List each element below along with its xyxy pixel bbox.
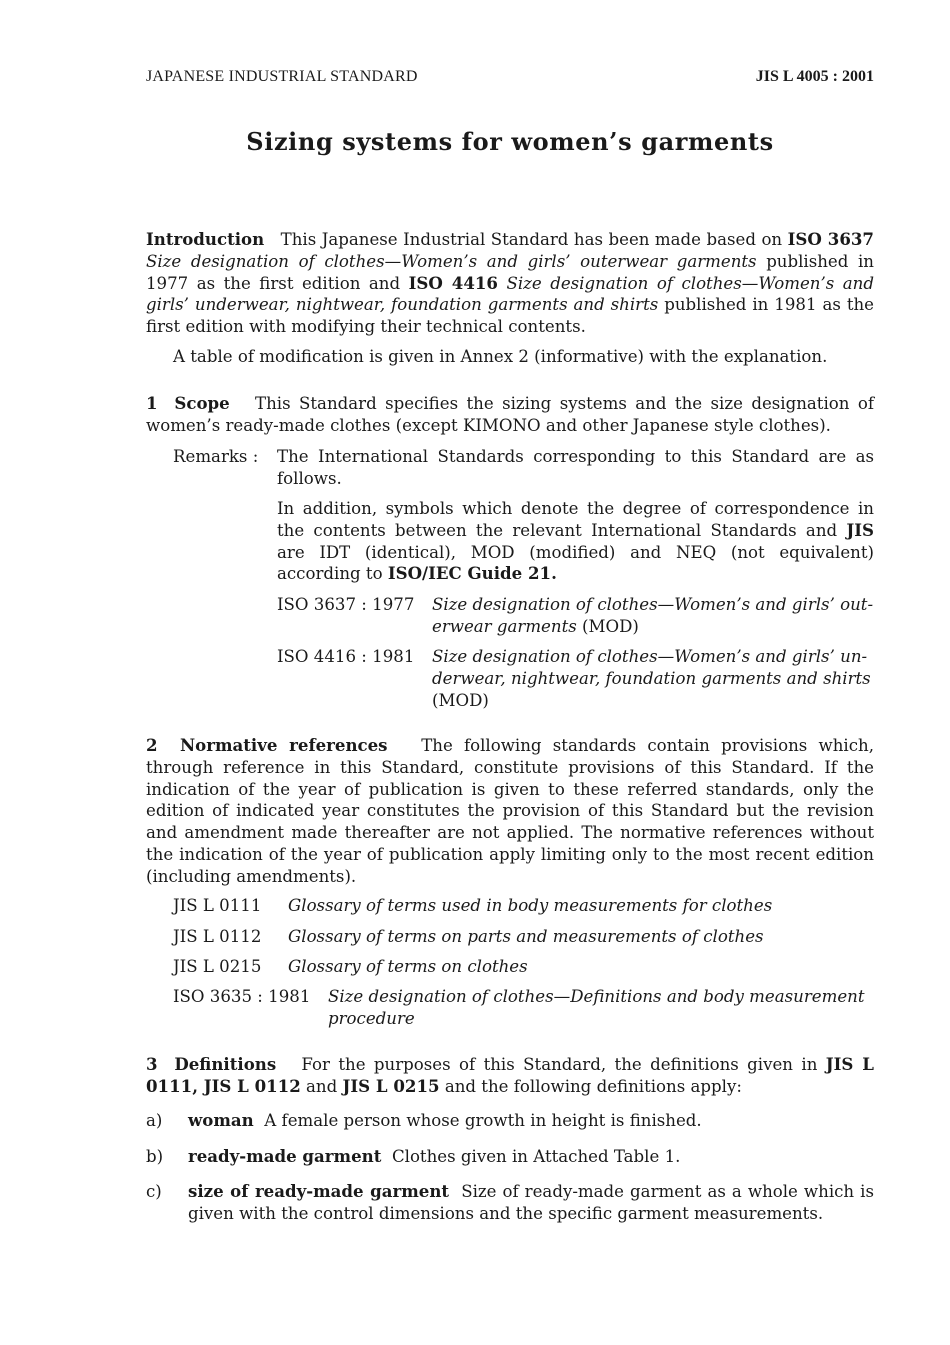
normative-ref-title [328, 986, 874, 1030]
scope-ref-suffix: (MOD) [432, 690, 489, 710]
header-standard-number: JIS L 4005 : 2001 [755, 68, 874, 85]
header-standard-type: JAPANESE INDUSTRIAL STANDARD [146, 68, 418, 85]
intro-paragraph [146, 229, 874, 338]
intro-heading: Introduction [146, 229, 265, 249]
definition-term: size of ready-made garment [188, 1181, 450, 1201]
intro-iso4416: ISO 4416 [408, 272, 498, 293]
definition-body [188, 1181, 874, 1225]
normative-ref-code: ISO 3635 : 1981 [173, 987, 311, 1006]
definition-body [188, 1110, 874, 1132]
scope-text: This Standard specifies the sizing systems and the size designation of women’s ready-made clothes (except KIMONO and other Japanese style clothes). [146, 394, 874, 435]
definitions-jis-2: JIS L 0112 [203, 1075, 301, 1096]
definitions-jis-3: JIS L 0215 [342, 1075, 440, 1096]
normative-ref-row [173, 895, 874, 917]
definition-marker: a) [146, 1111, 163, 1130]
definitions-text-2: and the following definitions apply: [439, 1076, 742, 1096]
definitions-number: 3 [146, 1054, 158, 1074]
definitions-text-1: For the purposes of this Standard, the definitions given in [301, 1055, 826, 1074]
normative-ref-code: JIS L 0112 [173, 927, 262, 946]
definition-item [146, 1110, 874, 1132]
scope-heading: Scope [174, 393, 230, 413]
definition-text: A female person whose growth in height is finished. [264, 1111, 702, 1130]
remarks-text: The International Standards corresponding to this Standard are as follows. [277, 447, 874, 488]
definition-marker: c) [146, 1182, 162, 1201]
normative-text: The following standards contain provisions which, through reference in this Standard, constitute provisions of this Standard. If the indication of the year of publication is given to these referred standards, only the edition of indicated year constitutes the provision of this Standard but the revision and amendment made thereafter are not applied. The normative references without the indication of the year of publication apply limiting only to the most recent edition (including amendments). [146, 736, 874, 886]
normative-heading: Normative references [179, 735, 388, 755]
definition-item [146, 1181, 874, 1227]
addition-jis: JIS [846, 519, 874, 540]
scope-ref-title-line1: Size designation of clothes—Women’s and girls’ out- [432, 595, 874, 614]
scope-ref-title-line2: erwear garments [432, 616, 577, 636]
normative-ref-code: JIS L 0111 [173, 896, 262, 915]
normative-paragraph [146, 735, 874, 888]
document-title: Sizing systems for women’s garments [246, 127, 774, 156]
definitions-heading: Definitions [174, 1054, 277, 1074]
normative-ref-title: Glossary of terms used in body measurements for clothes [288, 896, 773, 915]
definitions-jis-1: JIS L 0111 [146, 1054, 874, 1096]
addition-guide: ISO/IEC Guide 21 [387, 563, 552, 584]
addition-text-2: are IDT (identical), MOD (modified) and NEQ (not equivalent) according to [277, 542, 874, 584]
scope-ref-title [432, 646, 874, 711]
normative-ref-row [173, 926, 874, 948]
scope-ref-row [277, 594, 874, 640]
definition-body [188, 1146, 874, 1168]
scope-ref-title [432, 594, 874, 638]
normative-number: 2 [146, 735, 158, 755]
definition-text: Clothes given in Attached Table 1. [391, 1147, 681, 1166]
definitions-paragraph [146, 1054, 874, 1098]
intro-iso3637-title: Size designation of clothes—Women’s and girls’ outerwear garments [146, 251, 757, 271]
normative-ref-title-line2: procedure [328, 1008, 415, 1028]
scope-ref-row [277, 646, 874, 714]
intro-paragraph-2: A table of modification is given in Annex 2 (informative) with the explanation. [173, 347, 828, 366]
remarks-label: Remarks : [173, 447, 259, 466]
intro-iso4416-title: Size designation of clothes—Women’s and girls’ underwear, nightwear, foundation garments and shirts [146, 273, 874, 315]
scope-ref-code: ISO 4416 : 1981 [277, 647, 415, 666]
scope-paragraph [146, 393, 874, 437]
definition-item [146, 1146, 874, 1168]
definition-text: Size of ready-made garment as a whole which is given with the control dimensions and the specific garment measurements. [188, 1182, 874, 1223]
addition-end: . [551, 563, 557, 584]
normative-ref-title: Glossary of terms on clothes [288, 957, 528, 976]
normative-ref-row [173, 986, 874, 1032]
scope-ref-title-line2: derwear, nightwear, foundation garments and shirts [432, 668, 871, 688]
remarks-block [173, 446, 874, 496]
intro-text-3: published in 1981 as the first edition with modifying their technical contents. [146, 295, 874, 337]
scope-number: 1 [146, 393, 158, 413]
normative-ref-code: JIS L 0215 [173, 957, 262, 976]
normative-ref-row [173, 956, 874, 978]
addition-text-1: In addition, symbols which denote the degree of correspondence in the contents between the relevant International Standards and [277, 499, 874, 540]
definition-marker: b) [146, 1147, 164, 1166]
intro-text-2: published in 1977 as the first edition and [146, 251, 874, 293]
normative-ref-title-line1: Size designation of clothes—Definitions and body measurement [328, 987, 865, 1006]
intro-iso3637: ISO 3637 [787, 229, 874, 249]
definition-term: ready-made garment [188, 1146, 382, 1166]
definitions-sep-2: and [300, 1076, 343, 1096]
definitions-sep-1: , [192, 1075, 204, 1096]
intro-text-1: This Japanese Industrial Standard has been made based on [280, 230, 788, 249]
definition-term: woman [188, 1110, 254, 1130]
scope-ref-code: ISO 3637 : 1977 [277, 595, 415, 614]
scope-ref-suffix: (MOD) [576, 616, 639, 636]
remarks-addition [277, 498, 874, 585]
scope-ref-title-line1: Size designation of clothes—Women’s and girls’ un- [432, 647, 868, 666]
normative-ref-title: Glossary of terms on parts and measurements of clothes [288, 927, 764, 946]
running-header [146, 66, 874, 90]
